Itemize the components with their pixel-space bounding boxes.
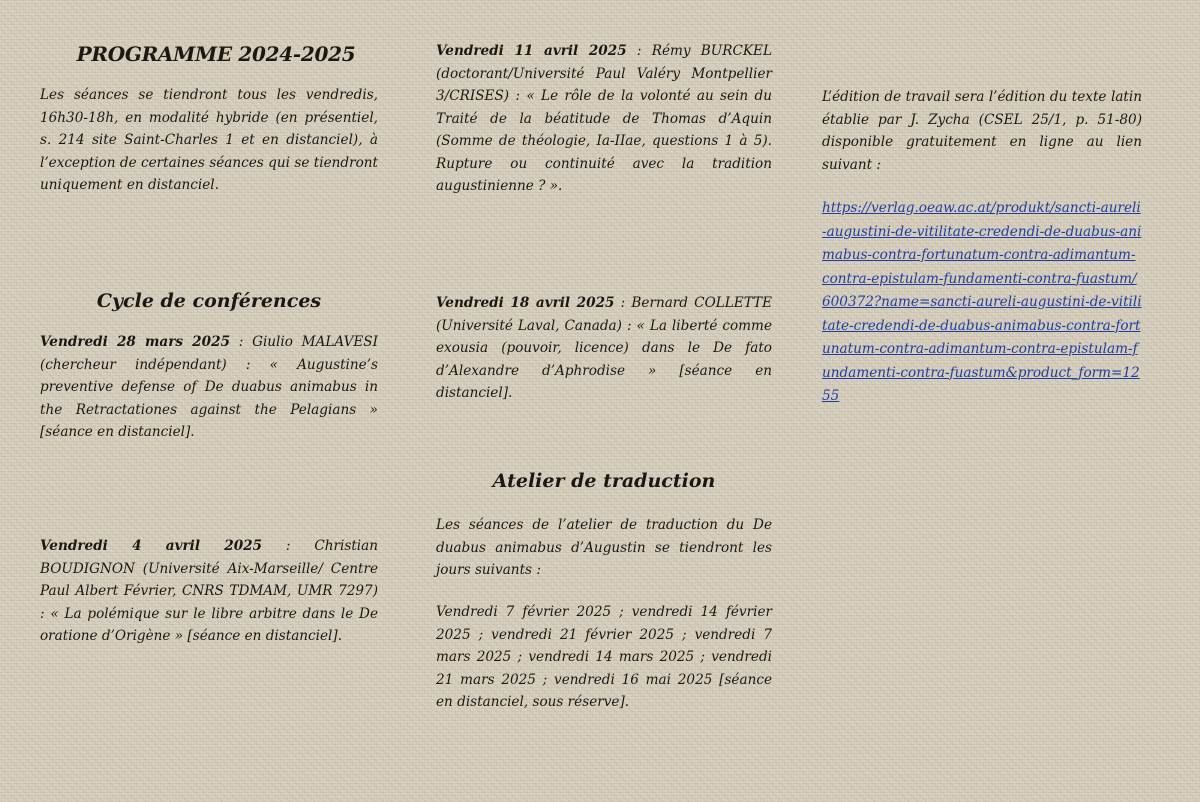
cycle-heading: Cycle de conférences [96,290,322,312]
event-28-mars [40,331,378,444]
atelier-dates: Vendredi 7 février 2025 ; vendredi 14 février 2025 ; vendredi 21 février 2025 ; vendredi 7 mars 2025 ; vendredi 14 mars 2025 ; vendredi 21 mars 2025 ; vendredi 16 mai 2025 [séance en distanciel, sous réserve]. [436,604,772,710]
edition-link[interactable]: https://verlag.oeaw.ac.at/produkt/sancti-aureli-augustini-de-vitilitate-credendi-de-duabus-animabus-contra-fortunatum-contra-adimantum-contra-epistulam-fundamenti-contra-fuastum/600372?name=sancti-aureli-augustini-de-vitilitate-credendi-de-duabus-animabus-contra-fortunatum-contra-adimantum-contra-epistulam-fundamenti-contra-fuastum&product_form=1255 [822,200,1142,404]
event-18-avril [436,292,772,405]
edition-link-block [822,196,1142,408]
edition-paragraph: L’édition de travail sera l’édition du texte latin établie par J. Zycha (CSEL 25/1, p. 51-80) disponible gratuitement en ligne au lien suivant : [822,89,1142,173]
event-description: : Bernard COLLETTE (Université Laval, Canada) : « La liberté comme exousia (pouvoir, licence) dans le De fato d’Alexandre d’Aphrodise » [séance en distanciel]. [436,295,772,401]
event-date: Vendredi 11 avril 2025 [436,43,627,59]
event-4-avril [40,535,378,648]
event-date: Vendredi 18 avril 2025 [436,295,615,311]
event-date: Vendredi 28 mars 2025 [40,334,231,350]
event-description: : Rémy BURCKEL (doctorant/Université Paul Valéry Montpellier 3/CRISES) : « Le rôle de la volonté au sein du Traité de la béatitude de Thomas d’Aquin (Somme de théologie, Ia-IIae, questions 1 à 5). Rupture ou continuité avec la tradition augustinienne ? ». [436,43,772,194]
atelier-intro: Les séances de l’atelier de traduction du De duabus animabus d’Augustin se tiendront les jours suivants : [436,517,772,578]
event-description: : Giulio MALAVESI (chercheur indépendant) : « Augustine’s preventive defense of De duabus animabus in the Retractationes against the Pelagians » [séance en distanciel]. [40,334,378,440]
event-11-avril [436,40,772,198]
programme-title: PROGRAMME 2024-2025 [76,42,356,66]
event-date: Vendredi 4 avril 2025 [40,538,263,554]
atelier-heading: Atelier de traduction [492,470,716,492]
event-description: : Christian BOUDIGNON (Université Aix-Marseille/ Centre Paul Albert Février, CNRS TDMAM, UMR 7297) : « La polémique sur le libre arbitre dans le De oratione d’Origène » [séance en distanciel]. [40,538,378,644]
intro-paragraph: Les séances se tiendront tous les vendredis, 16h30-18h, en modalité hybride (en présentiel, s. 214 site Saint-Charles 1 et en distanciel), à l’exception de certaines séances qui se tiendront uniquement en distanciel. [40,87,378,193]
